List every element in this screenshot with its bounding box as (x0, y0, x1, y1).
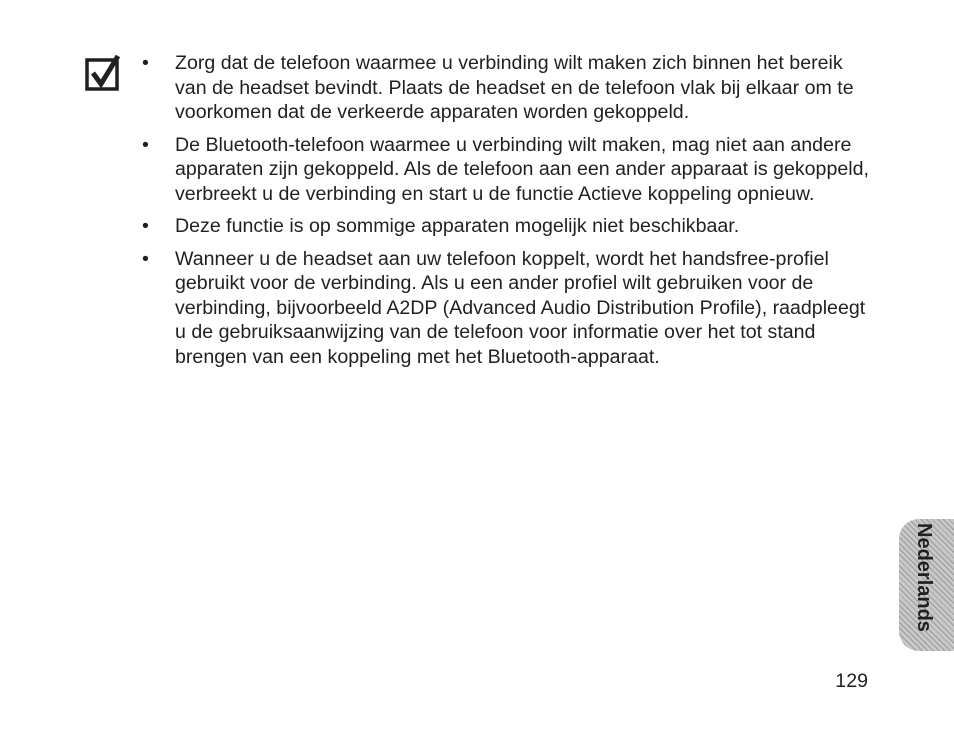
page-number: 129 (835, 670, 868, 692)
bullet: • (142, 215, 149, 237)
list-item (142, 247, 872, 370)
checkbox-check-icon (84, 54, 122, 92)
bullet: • (142, 247, 149, 270)
note-text: Zorg dat de telefoon waarmee u verbinding wilt maken zich binnen het bereik van de headset bevindt. Plaats de headset en de telefoon vlak bij elkaar om te voorkomen dat de verkeerde apparaten worden gekoppeld. (175, 52, 854, 123)
list-item (142, 51, 872, 125)
list-item (142, 214, 872, 239)
note-text: De Bluetooth-telefoon waarmee u verbinding wilt maken, mag niet aan andere apparaten zijn gekoppeld. Als de telefoon aan een ander apparaat is gekoppeld, verbreekt u de verbinding en start u de functie Actieve koppeling opnieuw. (175, 133, 869, 205)
note-text: Wanneer u de headset aan uw telefoon koppelt, wordt het handsfree-profiel gebruikt voor de verbinding. Als u een ander profiel wilt gebruiken voor de verbinding, bijvoorbeeld A2DP (Advanced Audio Distribution Profile), raadpleegt u de gebruiksaanwijzing van de telefoon voor informatie over het tot stand brengen van een koppeling met het Bluetooth-apparaat. (175, 247, 866, 368)
list-item (142, 133, 872, 207)
note-text: Deze functie is op sommige apparaten mogelijk niet beschikbaar. (175, 215, 740, 237)
bullet: • (142, 133, 149, 156)
note-list (142, 51, 872, 377)
bullet: • (142, 52, 149, 74)
language-tab-label: Nederlands (913, 523, 935, 632)
